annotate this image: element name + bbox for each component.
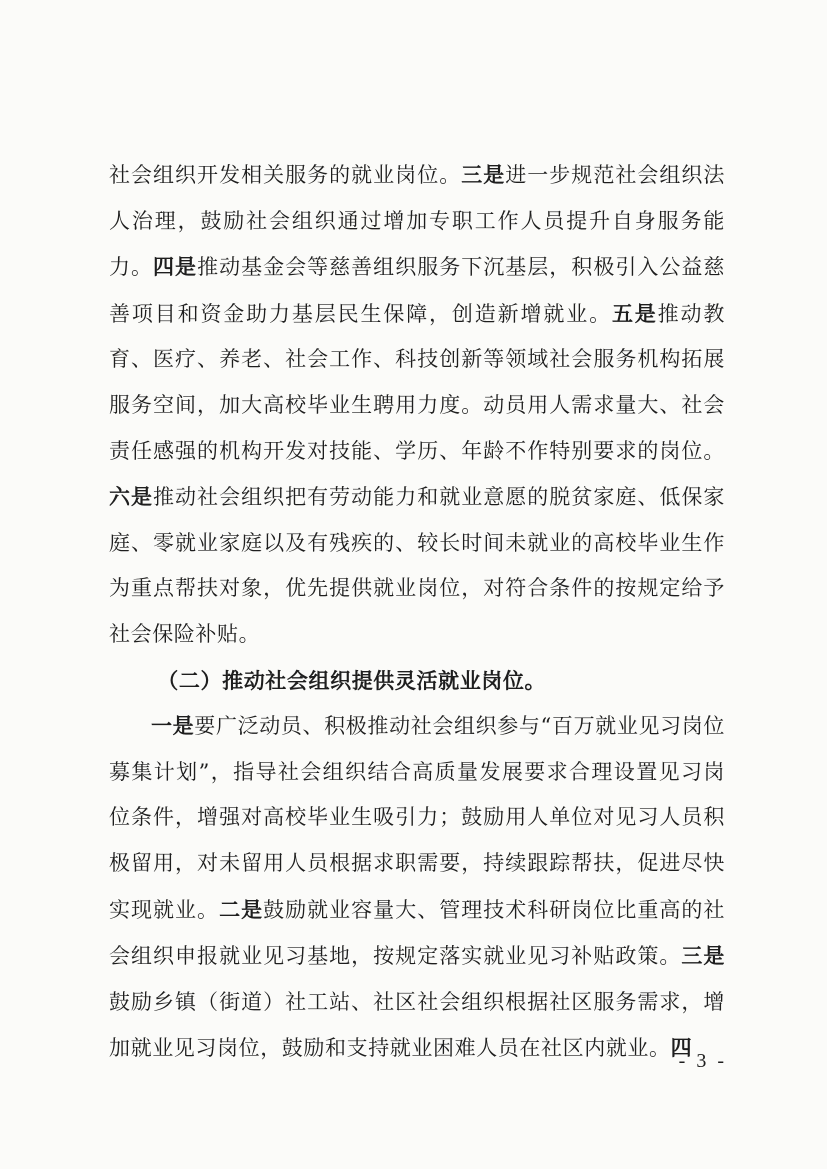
section-heading: （二）推动社会组织提供灵活就业岗位。 (157, 667, 547, 693)
text-segment: 推动基金会等慈善组织服务下沉基层，积极引入公益慈善项目和资金助力基层民生保障，创造新增就业。 (109, 255, 725, 326)
bold-marker: 六是 (109, 484, 154, 510)
bold-marker: 二是 (219, 896, 264, 922)
text-segment: 社会组织开发相关服务的就业岗位。 (109, 163, 462, 187)
bold-marker: 三是 (461, 162, 506, 187)
text-segment: 推动社会组织把有劳动能力和就业意愿的脱贫家庭、低保家庭、零就业家庭以及有残疾的、较长时间未就业的高校毕业生作为重点帮扶对象，优先提供就业岗位，对符合条件的按规定给予社会保险补贴。 (109, 485, 725, 646)
page-number: - 3 - (678, 1050, 727, 1072)
bold-marker: 一是 (151, 713, 195, 739)
text-segment: 推动教育、医疗、养老、社会工作、科技创新等领域社会服务机构拓展服务空间，加大高校毕业生聘用力度。动员用人需求量大、社会责任感强的机构开发对技能、学历、年龄不作特别要求的岗位。 (109, 301, 725, 463)
paragraph-continuation (109, 152, 725, 658)
bold-marker: 五是 (611, 300, 658, 326)
paragraph-flexible-jobs (109, 703, 725, 1072)
bold-marker: 四 (670, 1035, 693, 1061)
document-body (109, 152, 725, 1072)
text-segment: 鼓励乡镇（街道）社工站、社区社会组织根据社区服务需求，增加就业见习岗位，鼓励和支持就业困难人员在社区内就业。 (109, 989, 725, 1061)
text-segment: 进一步规范社会组织法人治理，鼓励社会组织通过增加专职工作人员提升自身服务能力。 (109, 163, 725, 280)
text-segment: 鼓励就业容量大、管理技术科研岗位比重高的社会组织申报就业见习基地，按规定落实就业见习补贴政策。 (109, 897, 725, 969)
text-segment: 要广泛动员、积极推动社会组织参与“百万就业见习岗位募集计划”，指导社会组织结合高质量发展要求合理设置见习岗位条件，增强对高校毕业生吸引力；鼓励用人单位对见习人员积极留用，对未留用人员根据求职需要，持续跟踪帮扶，促进尽快实现就业。 (109, 714, 726, 922)
bold-marker: 三是 (681, 943, 725, 969)
bold-marker: 四是 (153, 254, 198, 280)
